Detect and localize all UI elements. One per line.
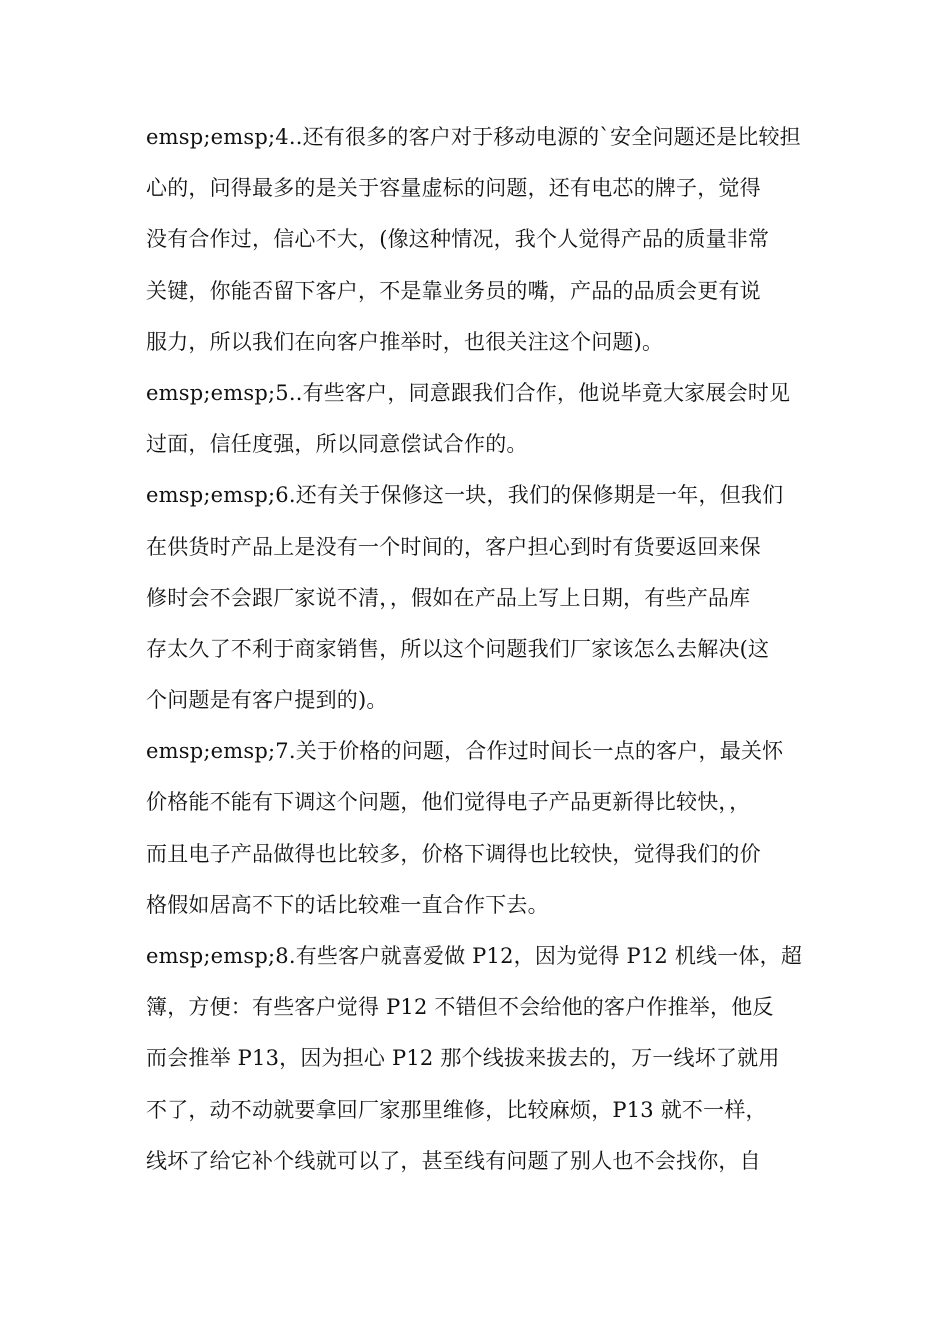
paragraph-item-8 [146,931,810,1187]
text-line: 在供货时产品上是没有一个时间的，客户担心到时有货要返回来保 [146,534,761,559]
text-line: 不了，动不动就要拿回厂家那里维修，比较麻烦，P13 就不一样， [146,1097,767,1122]
text-line: 心的，问得最多的是关于容量虚标的问题，还有电芯的牌子，觉得 [146,176,761,201]
paragraph-item-6 [146,470,810,726]
text-line: emsp;emsp;5..有些客户，同意跟我们合作，他说毕竟大家展会时见 [146,380,791,405]
text-line: 线坏了给它补个线就可以了，甚至线有问题了别人也不会找你，自 [146,1148,761,1173]
text-line: 存太久了不利于商家销售，所以这个问题我们厂家该怎么去解决(这 [146,636,770,661]
text-line: 格假如居高不下的话比较难一直合作下去。 [146,892,549,917]
text-line: 簿，方便：有些客户觉得 P12 不错但不会给他的客户作推举，他反 [146,995,774,1020]
text-line: 修时会不会跟厂家说不清，，假如在产品上写上日期，有些产品库 [146,585,751,610]
text-line: 个问题是有客户提到的)。 [146,688,388,713]
text-line: emsp;emsp;6.还有关于保修这一块，我们的保修期是一年，但我们 [146,483,784,508]
document-body [146,112,810,1187]
text-line: emsp;emsp;7.关于价格的问题，合作过时间长一点的客户，最关怀 [146,739,784,764]
text-line: 过面，信任度强，所以同意偿试合作的。 [146,432,528,457]
text-line: 价格能不能有下调这个问题，他们觉得电子产品更新得比较快，， [146,790,751,815]
text-line: emsp;emsp;4..还有很多的客户对于移动电源的`安全问题还是比较担 [146,125,801,149]
paragraph-item-7 [146,726,810,931]
text-line: 没有合作过，信心不大，(像这种情况，我个人觉得产品的质量非常 [146,227,770,252]
text-line: 而会推举 P13，因为担心 P12 那个线拔来拔去的，万一线坏了就用 [146,1046,780,1071]
paragraph-item-4 [146,112,810,368]
text-line: 而且电子产品做得也比较多，价格下调得也比较快，觉得我们的价 [146,841,761,866]
paragraph-item-5 [146,368,810,470]
text-line: 服力，所以我们在向客户推举时，也很关注这个问题)。 [146,329,664,354]
text-line: emsp;emsp;8.有些客户就喜爱做 P12，因为觉得 P12 机线一体，超 [146,944,803,968]
text-line: 关键，你能否留下客户，不是靠业务员的嘴，产品的品质会更有说 [146,278,761,303]
